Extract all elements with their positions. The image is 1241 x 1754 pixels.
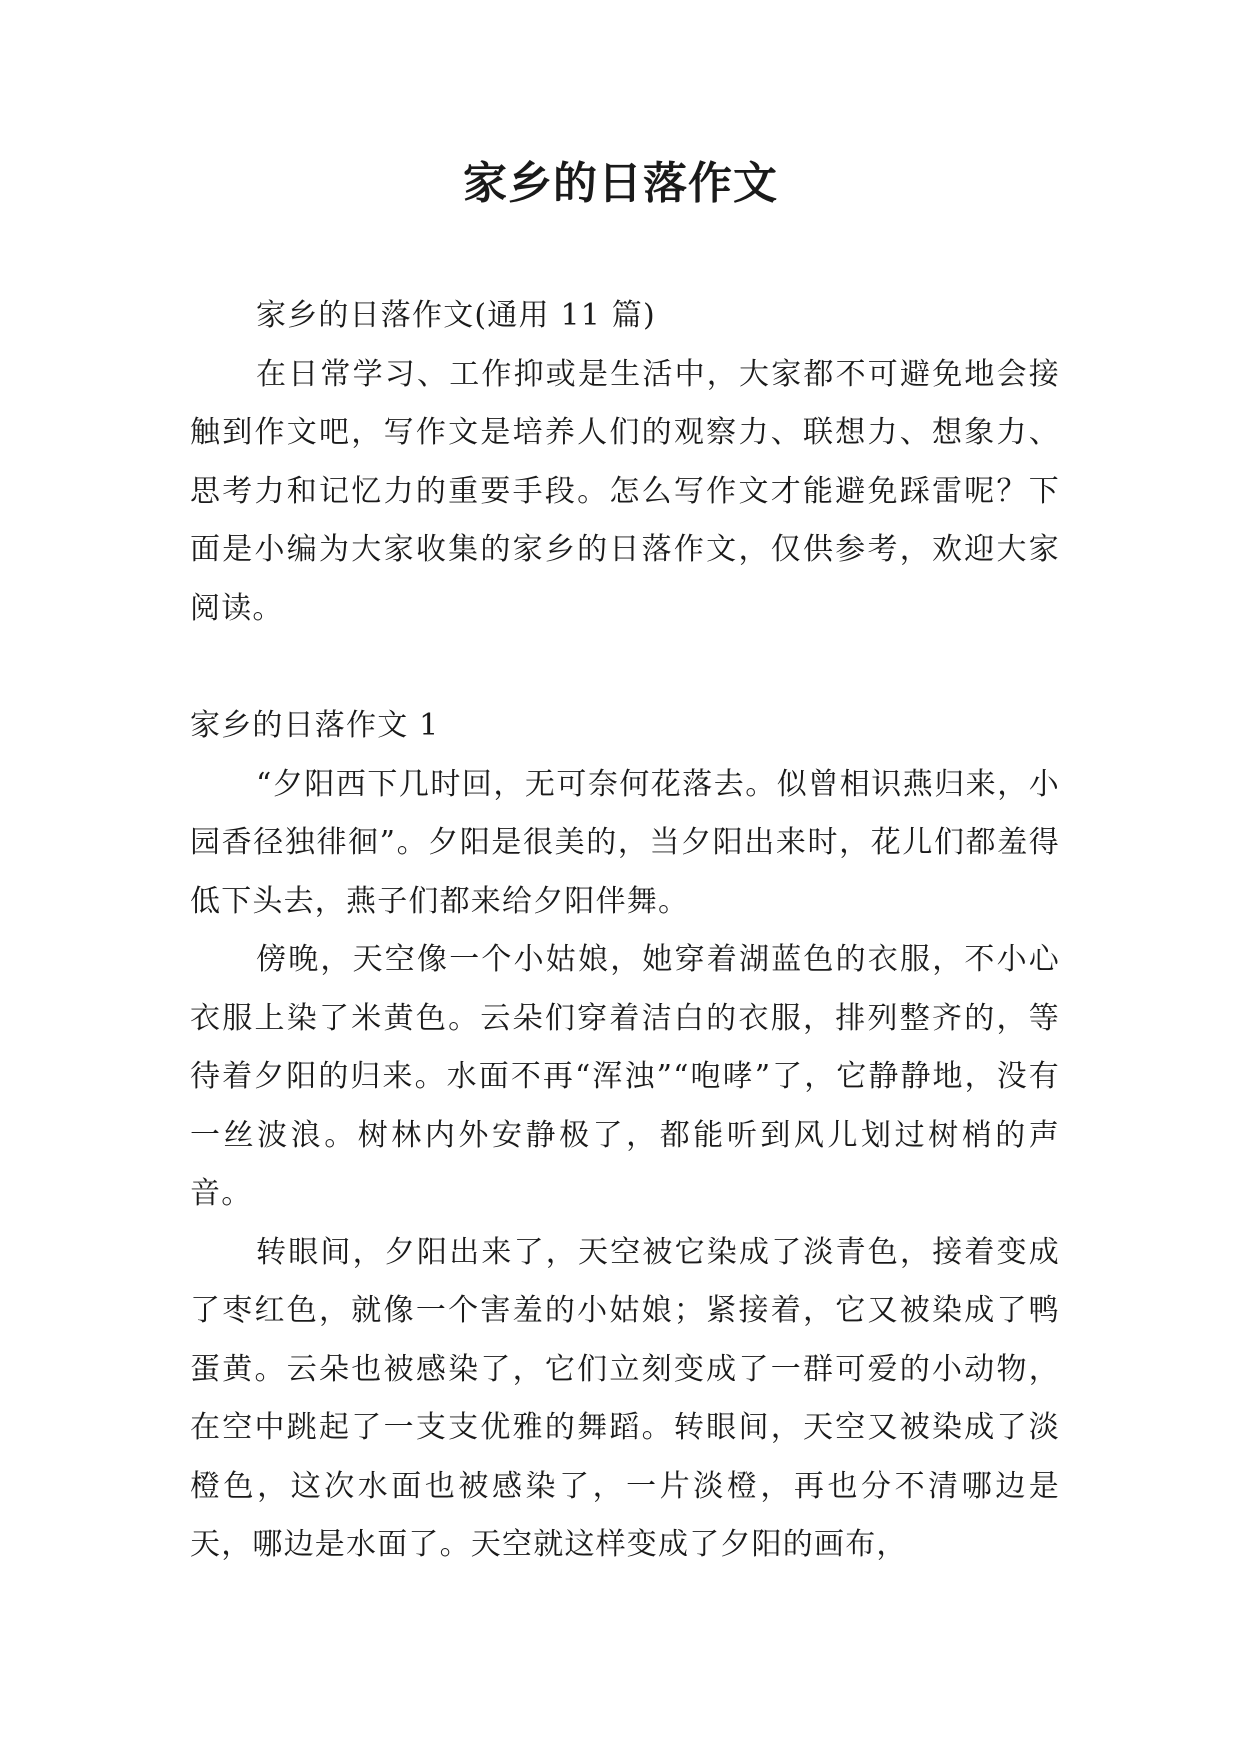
- essay-heading: 家乡的日落作文 1: [190, 708, 440, 743]
- document-subtitle: 家乡的日落作文(通用 11 篇): [256, 298, 656, 333]
- essay-section: [190, 697, 1060, 1575]
- document-title: 家乡的日落作文: [463, 158, 778, 209]
- intro-section: [190, 287, 1060, 638]
- essay-paragraph: 转眼间，夕阳出来了，天空被它染成了淡青色，接着变成了枣红色，就像一个害羞的小姑娘；紧接着，它又被染成了鸭蛋黄。云朵也被感染了，它们立刻变成了一群可爱的小动物，在空中跳起了一支支优雅的舞蹈。转眼间，天空又被染成了淡橙色，这次水面也被感染了，一片淡橙，再也分不清哪边是天，哪边是水面了。天空就这样变成了夕阳的画布，: [190, 1234, 1060, 1562]
- essay-paragraph: 傍晚，天空像一个小姑娘，她穿着湖蓝色的衣服，不小心衣服上染了米黄色。云朵们穿着洁白的衣服，排列整齐的，等待着夕阳的归来。水面不再“浑浊”“咆哮”了，它静静地，没有一丝波浪。树林内外安静极了，都能听到风儿划过树梢的声音。: [190, 942, 1060, 1211]
- intro-paragraph: 在日常学习、工作抑或是生活中，大家都不可避免地会接触到作文吧，写作文是培养人们的观察力、联想力、想象力、思考力和记忆力的重要手段。怎么写作文才能避免踩雷呢？下面是小编为大家收集的家乡的日落作文，仅供参考，欢迎大家阅读。: [190, 356, 1060, 626]
- essay-paragraph: “夕阳西下几时回，无可奈何花落去。似曾相识燕归来，小园香径独徘徊”。夕阳是很美的，当夕阳出来时，花儿们都羞得低下头去，燕子们都来给夕阳伴舞。: [190, 766, 1060, 919]
